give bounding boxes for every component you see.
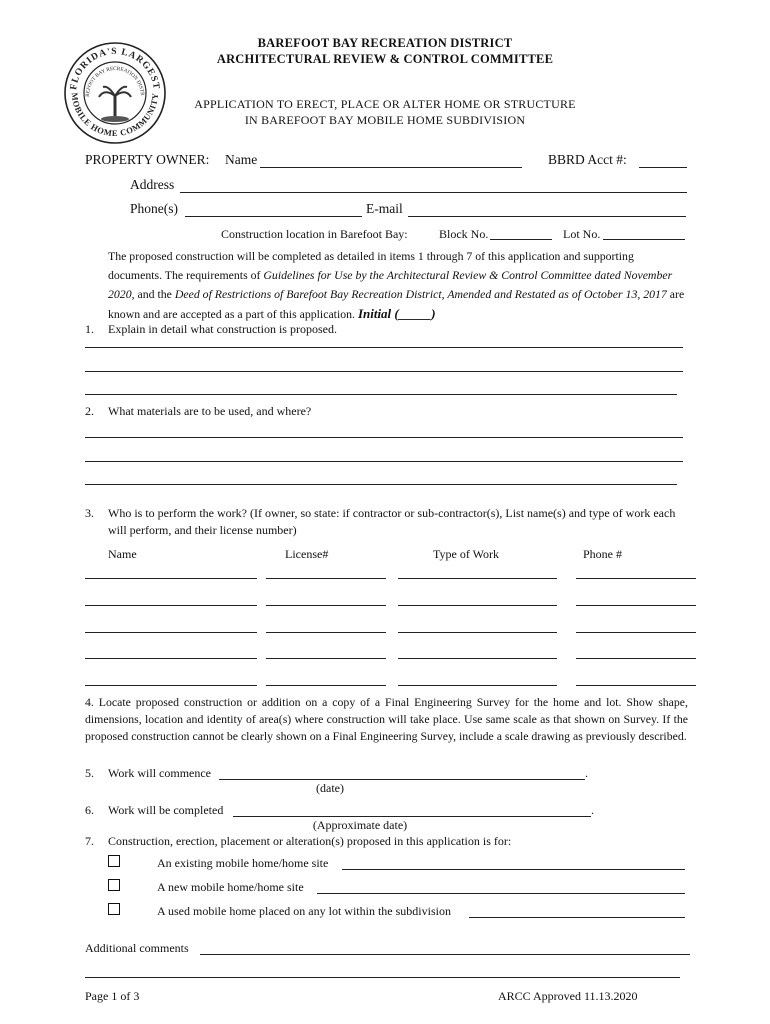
q4-text: 4. Locate proposed construction or addition on a copy of a Final Engineering Survey for the home and lot. Show shape, dimensions, location and identity of area(s) where construction will take place. Use same scale as that shown on Survey. If the proposed construction cannot be clearly shown on a Final Engineering Survey, include a scale drawing as previously described.	[85, 695, 688, 743]
option-used-label: A used mobile home placed on any lot within the subdivision	[157, 904, 451, 918]
deed-reference: Deed of Restrictions of Barefoot Bay Recreation District, Amended and Restated as of October 13, 2017	[174, 287, 667, 301]
q3-text: Who is to perform the work? (If owner, so state: if contractor or sub-contractor(s), List name(s) and type of work each will perform, and their license number)	[108, 506, 676, 537]
intro-text-1: The proposed construction will be completed as detailed in items 1 through 7 of this application and supporting documents. The requirements of	[108, 249, 634, 282]
contractor-cell-field[interactable]	[266, 632, 386, 633]
col-header-phone: Phone #	[583, 547, 622, 561]
completion-date-field[interactable]	[233, 816, 591, 817]
contractor-cell-field[interactable]	[398, 605, 557, 606]
acct-field[interactable]	[639, 167, 687, 168]
q3-number: 3.	[85, 506, 94, 520]
option-used-checkbox[interactable]	[108, 903, 120, 915]
name-field[interactable]	[260, 167, 522, 168]
additional-comments-field[interactable]	[200, 954, 690, 955]
q1-number: 1.	[85, 322, 94, 336]
q5-number: 5.	[85, 766, 94, 780]
contractor-cell-field[interactable]	[85, 632, 257, 633]
initial-field[interactable]: Initial (_____)	[357, 306, 436, 321]
seal-inner-text: REFOOT BAY RECREATION DISTR	[84, 65, 146, 97]
acct-label: BBRD Acct #:	[548, 152, 627, 167]
col-header-license: License#	[285, 547, 329, 561]
application-title-line1: APPLICATION TO ERECT, PLACE OR ALTER HOME OR STRUCTURE	[194, 97, 576, 111]
q6-end: .	[591, 803, 594, 817]
col-header-type: Type of Work	[433, 547, 499, 561]
block-label: Block No.	[439, 227, 489, 241]
contractor-cell-field[interactable]	[398, 632, 557, 633]
address-field[interactable]	[180, 192, 687, 193]
col-header-name: Name	[108, 547, 137, 561]
intro-paragraph	[108, 247, 688, 324]
q5-end: .	[585, 766, 588, 780]
q1-answer-line[interactable]	[85, 394, 677, 395]
q2-text: What materials are to be used, and where?	[108, 404, 312, 418]
palm-tree-icon	[99, 87, 131, 122]
page-number: Page 1 of 3	[85, 989, 140, 1003]
property-owner-label: PROPERTY OWNER:	[85, 152, 210, 167]
name-label: Name	[225, 152, 258, 167]
construction-location-label: Construction location in Barefoot Bay:	[221, 227, 408, 241]
lot-field[interactable]	[603, 239, 685, 240]
q6-sub-label: (Approximate date)	[312, 818, 408, 832]
q2-number: 2.	[85, 404, 94, 418]
committee-title: ARCHITECTURAL REVIEW & CONTROL COMMITTEE	[216, 52, 554, 66]
option-new-label: A new mobile home/home site	[157, 880, 304, 894]
commence-date-field[interactable]	[219, 779, 585, 780]
contractor-cell-field[interactable]	[576, 605, 696, 606]
q5-text: Work will commence	[108, 766, 212, 780]
contractor-cell-field[interactable]	[576, 658, 696, 659]
q5-sub-label: (date)	[316, 781, 344, 795]
contractor-cell-field[interactable]	[266, 658, 386, 659]
contractor-cell-field[interactable]	[85, 578, 257, 579]
block-field[interactable]	[490, 239, 552, 240]
contractor-cell-field[interactable]	[266, 685, 386, 686]
option-existing-label: An existing mobile home/home site	[157, 856, 329, 870]
contractor-cell-field[interactable]	[85, 658, 257, 659]
option-new-checkbox[interactable]	[108, 879, 120, 891]
contractor-cell-field[interactable]	[398, 658, 557, 659]
phone-field[interactable]	[185, 216, 362, 217]
contractor-cell-field[interactable]	[576, 632, 696, 633]
option-existing-checkbox[interactable]	[108, 855, 120, 867]
q7-text: Construction, erection, placement or alteration(s) proposed in this application is for:	[108, 834, 512, 848]
email-label: E-mail	[366, 201, 403, 216]
contractor-cell-field[interactable]	[576, 578, 696, 579]
email-field[interactable]	[408, 216, 686, 217]
q1-answer-line[interactable]	[85, 371, 683, 372]
contractor-cell-field[interactable]	[398, 578, 557, 579]
option-existing-field[interactable]	[342, 869, 685, 870]
contractor-cell-field[interactable]	[576, 685, 696, 686]
q2-answer-line[interactable]	[85, 461, 683, 462]
q6-number: 6.	[85, 803, 94, 817]
contractor-cell-field[interactable]	[85, 605, 257, 606]
approval-date: ARCC Approved 11.13.2020	[498, 989, 638, 1003]
lot-label: Lot No.	[563, 227, 601, 241]
address-label: Address	[130, 177, 175, 192]
org-title: BAREFOOT BAY RECREATION DISTRICT	[257, 36, 513, 50]
seal-bottom-text: MOBILE HOME COMMUNITY	[69, 92, 161, 139]
option-new-field[interactable]	[317, 893, 685, 894]
phone-label: Phone(s)	[130, 201, 178, 216]
contractor-cell-field[interactable]	[85, 685, 257, 686]
application-title-line2: IN BAREFOOT BAY MOBILE HOME SUBDIVISION	[244, 113, 526, 127]
q2-answer-line[interactable]	[85, 484, 677, 485]
q6-text: Work will be completed	[108, 803, 224, 817]
seal-top-text: FLORIDA'S LARGEST	[69, 46, 161, 91]
contractor-cell-field[interactable]	[266, 578, 386, 579]
q7-number: 7.	[85, 834, 94, 848]
contractor-cell-field[interactable]	[266, 605, 386, 606]
q1-answer-line[interactable]	[85, 347, 683, 348]
additional-comments-label: Additional comments	[85, 941, 189, 955]
contractor-cell-field[interactable]	[398, 685, 557, 686]
q1-text: Explain in detail what construction is proposed.	[108, 322, 337, 336]
guidelines-reference: Guidelines for Use by the Architectural Review & Control Committee dated November 2020	[108, 268, 673, 301]
intro-text-3: are known and are accepted as a part of this application.	[108, 287, 685, 321]
q2-answer-line[interactable]	[85, 437, 683, 438]
intro-text-2: , and the	[131, 287, 175, 301]
additional-comments-field[interactable]	[85, 977, 680, 978]
option-used-field[interactable]	[469, 917, 685, 918]
